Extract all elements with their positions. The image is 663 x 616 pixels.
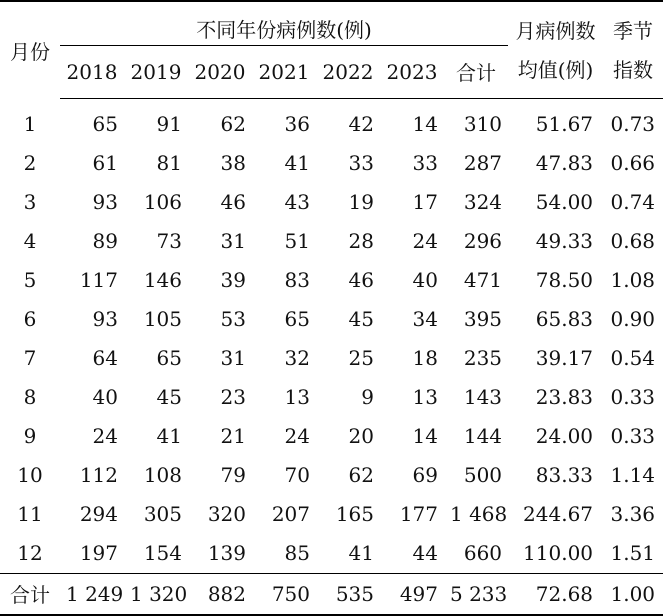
month-cell: 10	[17, 463, 43, 487]
row-total-cell: 395	[463, 307, 503, 331]
cases-cell-2019: 108	[143, 463, 182, 487]
table-footer	[0, 573, 663, 615]
row-season-index-cell: 0.74	[610, 190, 656, 214]
cases-cell-2020: 53	[220, 307, 246, 331]
cases-cell-2021: 41	[284, 151, 310, 175]
total-2022: 535	[316, 573, 380, 615]
cases-cell-2023: 44	[412, 541, 438, 565]
row-avg-cell: 110.00	[523, 541, 594, 565]
total-2020: 882	[188, 573, 252, 615]
row-total-cell: 471	[463, 268, 503, 292]
month-cell: 9	[23, 424, 37, 448]
row-total-cell: 296	[463, 229, 503, 253]
row-avg-cell: 78.50	[535, 268, 594, 292]
row-season-index-cell: 0.54	[610, 346, 656, 370]
row-avg-cell: 83.33	[535, 463, 594, 487]
cases-cell-2022: 45	[348, 307, 374, 331]
cases-cell-2020: 320	[207, 502, 246, 526]
cases-cell-2023: 17	[412, 190, 438, 214]
cases-cell-2020: 21	[220, 424, 246, 448]
avg-header-line2: 均值(例)	[508, 46, 603, 99]
cases-cell-2020: 31	[220, 229, 246, 253]
cases-cell-2019: 154	[143, 541, 182, 565]
row-season-index-cell: 0.66	[610, 151, 656, 175]
month-cell: 6	[23, 307, 37, 331]
cases-cell-2022: 42	[348, 112, 374, 136]
cases-cell-2021: 43	[284, 190, 310, 214]
cases-cell-2018: 40	[92, 385, 118, 409]
total-2018: 1 249	[60, 573, 124, 615]
year-header-2023: 2023	[380, 46, 444, 99]
month-cell: 11	[17, 502, 43, 526]
row-total-cell: 660	[463, 541, 503, 565]
table-body	[0, 98, 663, 573]
row-total-cell: 287	[463, 151, 503, 175]
cases-cell-2021: 85	[284, 541, 310, 565]
total-2023: 497	[380, 573, 444, 615]
row-season-index-cell: 1.51	[610, 541, 656, 565]
row-season-index-cell: 0.68	[610, 229, 656, 253]
cases-cell-2022: 9	[361, 385, 374, 409]
table-row	[0, 98, 663, 144]
cases-cell-2020: 46	[220, 190, 246, 214]
row-season-index-cell: 0.33	[610, 385, 656, 409]
cases-cell-2019: 146	[143, 268, 182, 292]
total-row	[0, 573, 663, 615]
cases-cell-2019: 91	[156, 112, 182, 136]
cases-cell-2023: 33	[412, 151, 438, 175]
cases-cell-2019: 45	[156, 385, 182, 409]
cases-cell-2019: 65	[156, 346, 182, 370]
cases-cell-2021: 13	[284, 385, 310, 409]
cases-cell-2023: 34	[412, 307, 438, 331]
cases-cell-2020: 62	[220, 112, 246, 136]
total-header: 合计	[444, 46, 508, 99]
cases-cell-2022: 62	[348, 463, 374, 487]
cases-cell-2018: 294	[79, 502, 118, 526]
cases-cell-2018: 117	[79, 268, 118, 292]
row-total-cell: 500	[463, 463, 503, 487]
cases-cell-2020: 79	[220, 463, 246, 487]
cases-cell-2022: 46	[348, 268, 374, 292]
month-cell: 4	[23, 229, 37, 253]
avg-header-line1: 月病例数	[508, 1, 603, 46]
year-header-2019: 2019	[124, 46, 188, 99]
row-avg-cell: 51.67	[535, 112, 594, 136]
overall-avg: 72.68	[508, 573, 603, 615]
row-total-cell: 144	[463, 424, 503, 448]
grand-total: 5 233	[444, 573, 508, 615]
table-row	[0, 222, 663, 261]
row-avg-cell: 24.00	[535, 424, 594, 448]
month-cell: 8	[23, 385, 37, 409]
cases-cell-2018: 197	[79, 541, 118, 565]
month-header: 月份	[0, 1, 60, 98]
table-row	[0, 417, 663, 456]
month-cell: 3	[23, 190, 37, 214]
cases-cell-2020: 31	[220, 346, 246, 370]
cases-cell-2019: 81	[156, 151, 182, 175]
cases-cell-2021: 24	[284, 424, 310, 448]
cases-cell-2020: 39	[220, 268, 246, 292]
cases-cell-2021: 32	[284, 346, 310, 370]
cases-cell-2020: 23	[220, 385, 246, 409]
cases-cell-2019: 106	[143, 190, 182, 214]
row-total-cell: 310	[463, 112, 503, 136]
cases-cell-2022: 41	[348, 541, 374, 565]
month-cell: 1	[23, 111, 37, 136]
cases-cell-2018: 93	[92, 307, 118, 331]
row-avg-cell: 54.00	[535, 190, 594, 214]
cases-cell-2021: 65	[284, 307, 310, 331]
table-row	[0, 300, 663, 339]
table-row	[0, 456, 663, 495]
month-cell: 7	[23, 346, 37, 370]
table-row	[0, 495, 663, 534]
cases-cell-2023: 40	[412, 268, 438, 292]
row-avg-cell: 244.67	[523, 502, 594, 526]
year-header-2022: 2022	[316, 46, 380, 99]
row-season-index-cell: 0.90	[610, 307, 656, 331]
cases-cell-2018: 64	[92, 346, 118, 370]
year-group-header: 不同年份病例数(例)	[60, 1, 508, 46]
cases-cell-2020: 38	[220, 151, 246, 175]
cases-cell-2021: 70	[284, 463, 310, 487]
cases-cell-2022: 165	[335, 502, 374, 526]
table-row	[0, 378, 663, 417]
row-total-cell: 324	[463, 190, 503, 214]
cases-cell-2018: 112	[79, 463, 118, 487]
table-row	[0, 261, 663, 300]
cases-cell-2021: 51	[284, 229, 310, 253]
row-total-cell: 1 468	[450, 502, 508, 526]
cases-cell-2018: 24	[92, 424, 118, 448]
cases-cell-2021: 207	[271, 502, 310, 526]
month-cell: 2	[23, 151, 37, 175]
row-avg-cell: 39.17	[535, 346, 594, 370]
row-season-index-cell: 1.14	[610, 463, 656, 487]
cases-cell-2019: 305	[143, 502, 182, 526]
cases-cell-2018: 61	[92, 151, 118, 175]
table-row	[0, 144, 663, 183]
cases-cell-2022: 28	[348, 229, 374, 253]
cases-cell-2020: 139	[207, 541, 246, 565]
cases-cell-2023: 18	[412, 346, 438, 370]
cases-cell-2022: 20	[348, 424, 374, 448]
year-header-2018: 2018	[60, 46, 124, 99]
month-cell: 12	[17, 541, 43, 565]
cases-cell-2019: 41	[156, 424, 182, 448]
row-total-cell: 235	[463, 346, 503, 370]
cases-cell-2023: 14	[412, 112, 438, 136]
row-season-index-cell: 1.08	[610, 268, 656, 292]
season-header-line2: 指数	[603, 46, 663, 99]
cases-cell-2018: 65	[92, 112, 118, 136]
cases-cell-2022: 19	[348, 190, 374, 214]
season-header-line1: 季节	[603, 1, 663, 46]
total-2021: 750	[252, 573, 316, 615]
cases-cell-2022: 25	[348, 346, 374, 370]
table-row	[0, 339, 663, 378]
cases-cell-2021: 83	[284, 268, 310, 292]
cases-cell-2023: 14	[412, 424, 438, 448]
row-season-index-cell: 0.73	[610, 112, 656, 136]
overall-season-index: 1.00	[603, 573, 663, 615]
row-avg-cell: 23.83	[535, 385, 594, 409]
year-header-2020: 2020	[188, 46, 252, 99]
cases-cell-2023: 13	[412, 385, 438, 409]
row-avg-cell: 47.83	[535, 151, 594, 175]
cases-cell-2018: 89	[92, 229, 118, 253]
total-2019: 1 320	[124, 573, 188, 615]
cases-cell-2018: 93	[92, 190, 118, 214]
total-row-label: 合计	[0, 573, 60, 615]
cases-cell-2019: 73	[156, 229, 182, 253]
row-avg-cell: 49.33	[535, 229, 594, 253]
month-cell: 5	[23, 268, 37, 292]
cases-cell-2023: 24	[412, 229, 438, 253]
table-row	[0, 534, 663, 574]
table-row	[0, 183, 663, 222]
year-header-2021: 2021	[252, 46, 316, 99]
cases-cell-2021: 36	[284, 112, 310, 136]
table-header	[0, 1, 663, 98]
row-total-cell: 143	[463, 385, 503, 409]
row-avg-cell: 65.83	[535, 307, 594, 331]
cases-cell-2019: 105	[143, 307, 182, 331]
cases-cell-2023: 177	[399, 502, 438, 526]
cases-cell-2023: 69	[412, 463, 438, 487]
row-season-index-cell: 3.36	[610, 502, 656, 526]
cases-cell-2022: 33	[348, 151, 374, 175]
row-season-index-cell: 0.33	[610, 424, 656, 448]
